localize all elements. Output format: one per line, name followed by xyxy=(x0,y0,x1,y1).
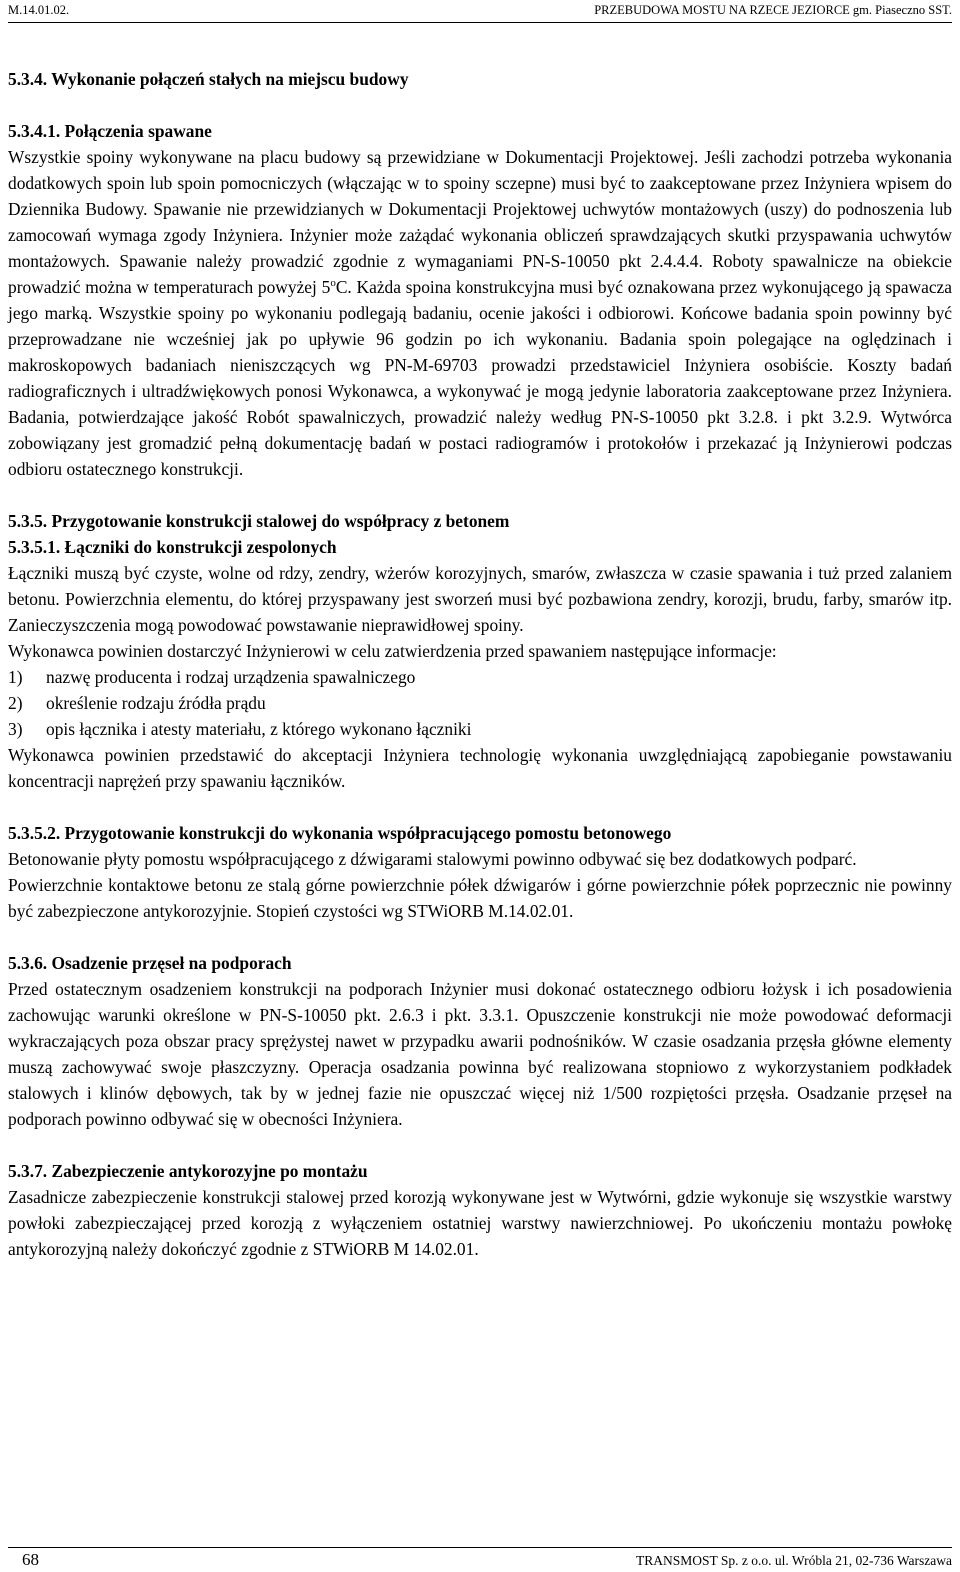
page-number: 68 xyxy=(22,1550,39,1569)
section-heading-5-3-7: 5.3.7. Zabezpieczenie antykorozyjne po montażu xyxy=(8,1161,368,1181)
page-footer xyxy=(8,1547,952,1572)
paragraph-contact-surfaces: Powierzchnie kontaktowe betonu ze stalą górne powierzchnie półek dźwigarów i górne powierzchnie półek poprzecznic nie powinny być zabezpieczone antykorozyjnie. Stopień czystości wg STWiORB M.14.02.01. xyxy=(8,875,952,921)
paragraph-span-seating: Przed ostatecznym osadzeniem konstrukcji na podporach Inżynier musi dokonać ostatecznego odbioru łożysk i ich posadowienia zachowując warunki określone w PN-S-10050 pkt. 2.6.3 i pkt. 3.3.1. Opuszczenie konstrukcji nie może powodować deformacji wykraczających poza obszar pracy sprężystej nawet w przypadku awarii podnośników. W czasie osadzania przęsła główne elementy muszą zachowywać swoje płaszczyzny. Operacja osadzania powinna być realizowana stopniowo z wykorzystaniem podkładek stalowych i klinów dębowych, tak by w jednej fazie nie opuszczać więcej niż 1/500 rozpiętości przęsła. Osadzanie przęseł na podporach powinno odbywać się w obecności Inżyniera. xyxy=(8,979,952,1129)
list-item: 1) nazwę producenta i rodzaj urządzenia spawalniczego xyxy=(8,667,416,687)
subsection-heading-5-3-4-1: 5.3.4.1. Połączenia spawane xyxy=(8,121,212,141)
paragraph-corrosion-protection: Zasadnicze zabezpieczenie konstrukcji stalowej przed korozją wykonywane jest w Wytwórni, gdzie wykonuje się wszystkie warstwy powłoki zabezpieczającej przed korozją z wyłączeniem ostatniej warstwy nawierzchniowej. Po ukończeniu montażu powłokę antykorozyjną należy dokończyć zgodnie z STWiORB M 14.02.01. xyxy=(8,1187,952,1259)
list-item: 3) opis łącznika i atesty materiału, z którego wykonano łączniki xyxy=(8,719,472,739)
company-address: TRANSMOST Sp. z o.o. ul. Wróbla 21, 02-736 Warszawa xyxy=(636,1553,952,1568)
subsection-heading-5-3-5-2: 5.3.5.2. Przygotowanie konstrukcji do wykonania współpracującego pomostu betonowego xyxy=(8,823,672,843)
info-list xyxy=(8,664,952,742)
list-item: 2) określenie rodzaju źródła prądu xyxy=(8,693,266,713)
section-heading-5-3-5: 5.3.5. Przygotowanie konstrukcji stalowej do współpracy z betonem xyxy=(8,511,510,531)
paragraph-deck-concreting: Betonowanie płyty pomostu współpracującego z dźwigarami stalowymi powinno odbywać się bez dodatkowych podparć. xyxy=(8,849,857,869)
degree-superscript: o xyxy=(330,277,336,290)
section-heading-5-3-4: 5.3.4. Wykonanie połączeń stałych na miejscu budowy xyxy=(8,69,409,89)
document-title: PRZEBUDOWA MOSTU NA RZECE JEZIORCE gm. Piaseczno SST. xyxy=(594,3,952,17)
paragraph-contractor-info: Wykonawca powinien dostarczyć Inżynierowi w celu zatwierdzenia przed spawaniem następujące informacje: xyxy=(8,641,777,661)
page-header xyxy=(8,0,952,23)
document-body xyxy=(8,66,952,1262)
section-heading-5-3-6: 5.3.6. Osadzenie przęseł na podporach xyxy=(8,953,292,973)
paragraph-welded-connections: Wszystkie spoiny wykonywane na placu budowy są przewidziane w Dokumentacji Projektowej. Jeśli zachodzi potrzeba wykonania dodatkowych spoin lub spoin pomocniczych (włączając w to spoiny sczepne) musi być to zaakceptowane przez Inżyniera wpisem do Dziennika Budowy. Spawanie nie przewidzianych w Dokumentacji Projektowej uchwytów montażowych (uszy) do podnoszenia lub zamocowań wymaga zgody Inżyniera. Inżynier może zażądać wykonania obliczeń sprawdzających skutki przyspawania uchwytów montażowych. Spawanie należy prowadzić zgodnie z wymaganiami PN-S-10050 pkt 2.4.4.4. Roboty spawalnicze na obiekcie prowadzić można w temperaturach powyżej 5$^o$C. Każda spoina konstrukcyjna musi być oznakowana przez wykonującego ją spawacza jego marką. Wszystkie spoiny po wykonaniu podlegają badaniu, ocenie jakości i odbiorowi. Końcowe badania spoin powinny być przeprowadzane nie wcześniej jak po upływie 96 godzin po ich wykonaniu. Badania spoin polegające na oględzinach i makroskopowych badaniach nieniszczących wg PN-M-69703 prowadzi przedstawiciel Inżyniera osobiście. Koszty badań radiograficznych i ultradźwiękowych ponosi Wykonawca, a wykonywać je mogą jedynie laboratoria zaakceptowane przez Inżyniera. Badania, potwierdzające jakość Robót spawalniczych, prowadzić należy według PN-S-10050 pkt 3.2.8. i pkt 3.2.9. Wytwórca zobowiązany jest gromadzić pełną dokumentację badań w postaci radiogramów i protokołów i przekazać ją Inżynierowi podczas odbioru ostatecznego konstrukcji. xyxy=(8,147,952,479)
paragraph-technology-approval: Wykonawca powinien przedstawić do akceptacji Inżyniera technologię wykonania uwzględniającą zapobieganie powstawaniu koncentracji naprężeń przy spawaniu łączników. xyxy=(8,745,952,791)
subsection-heading-5-3-5-1: 5.3.5.1. Łączniki do konstrukcji zespolonych xyxy=(8,537,337,557)
paragraph-connectors-clean: Łączniki muszą być czyste, wolne od rdzy, zendry, wżerów korozyjnych, smarów, zwłaszcza w czasie spawania i tuż przed zalaniem betonu. Powierzchnia elementu, do której przyspawany jest sworzeń musi być pozbawiona zendry, korozji, brudu, farby, smarów itp. Zanieczyszczenia mogą powodować powstawanie nieprawidłowej spoiny. xyxy=(8,563,952,635)
document-code: M.14.01.02. xyxy=(8,3,70,17)
